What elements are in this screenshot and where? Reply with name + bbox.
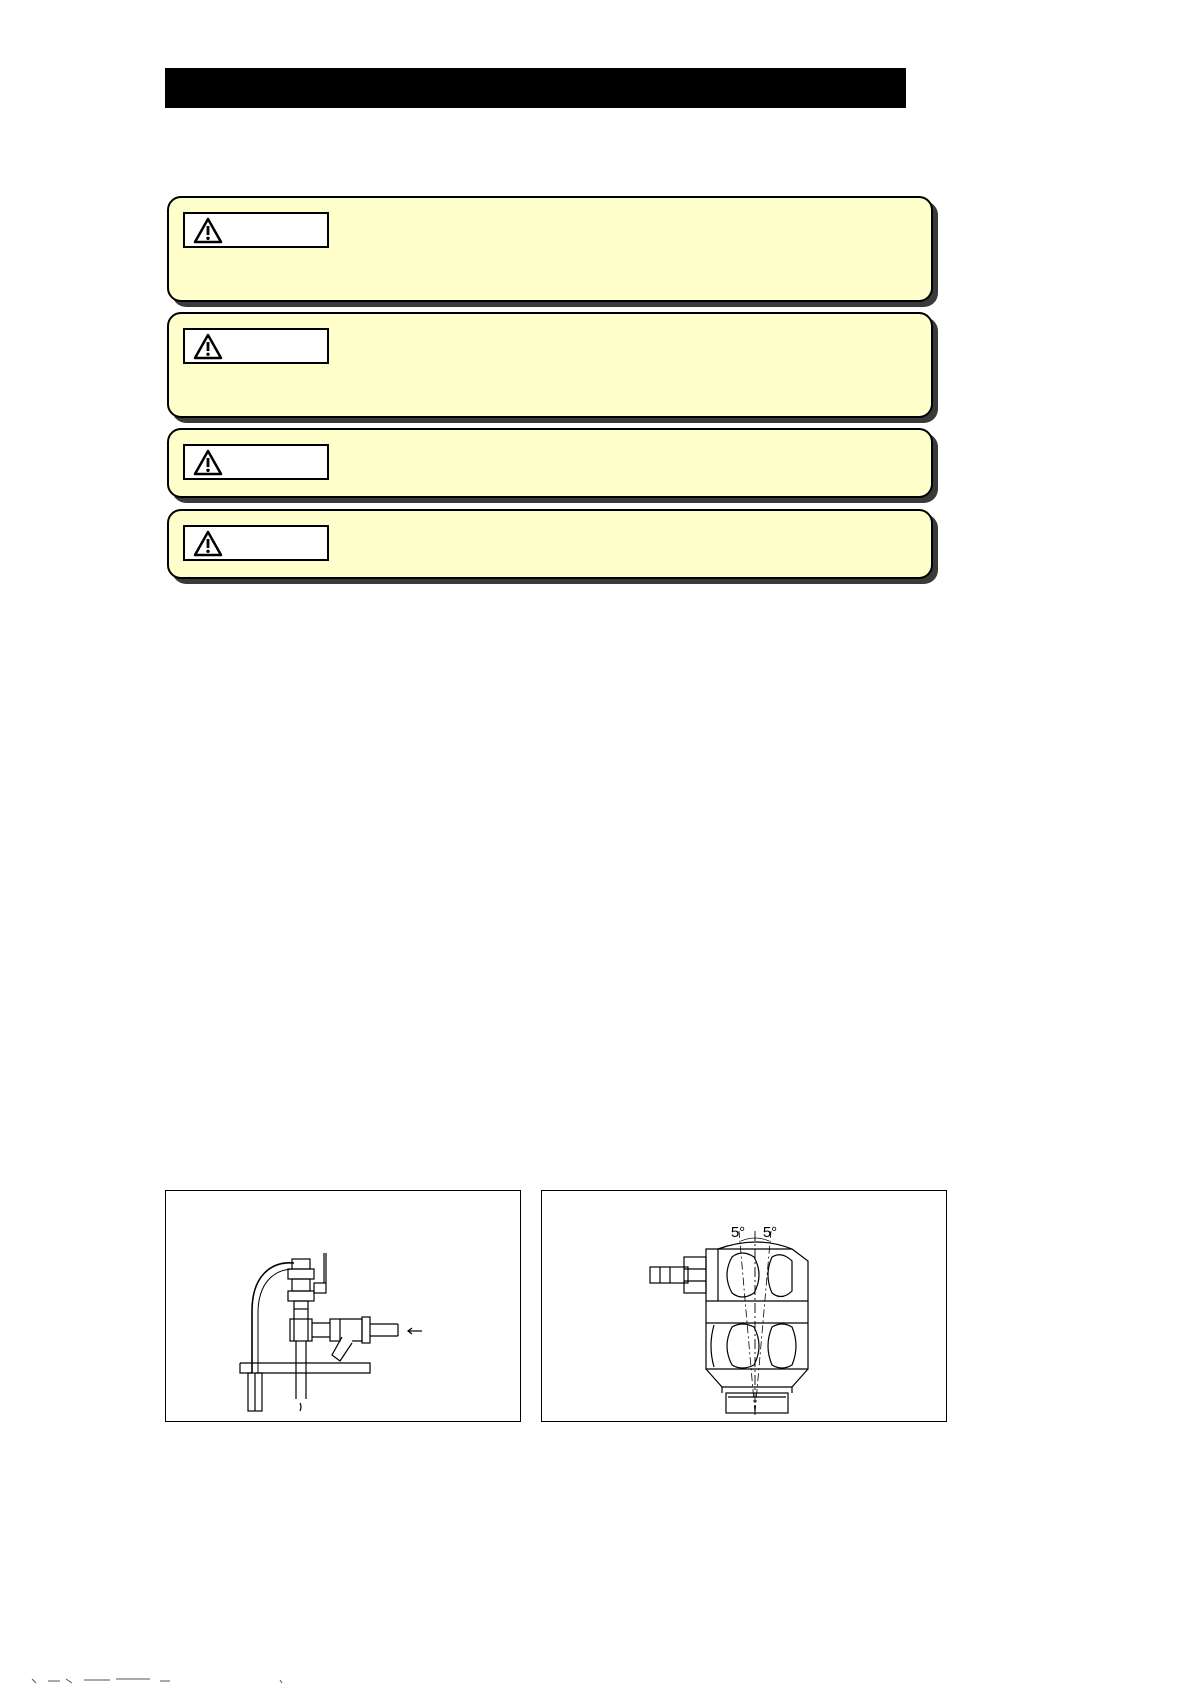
piping-diagram: [166, 1191, 522, 1423]
warning-triangle-icon: [193, 333, 223, 360]
figure-mounting-angle: [541, 1190, 947, 1422]
warning-triangle-icon: [193, 530, 223, 557]
angle-label-right: 5°: [762, 1224, 778, 1241]
warning-box-1: [167, 196, 933, 302]
warning-label-3: [183, 444, 329, 480]
warning-label-1: [183, 212, 329, 248]
warning-box-2: [167, 312, 933, 418]
mounting-angle-diagram: [542, 1191, 948, 1423]
warning-label-4: [183, 525, 329, 561]
angle-label-left: 5°: [730, 1224, 746, 1241]
section-title-bar: [165, 68, 906, 108]
warning-box-3: [167, 428, 933, 498]
warning-triangle-icon: [193, 449, 223, 476]
figure-piping-installation: [165, 1190, 521, 1422]
warning-triangle-icon: [193, 217, 223, 244]
footer-scan-marks: [0, 1675, 300, 1684]
warning-label-2: [183, 328, 329, 364]
warning-box-4: [167, 509, 933, 579]
